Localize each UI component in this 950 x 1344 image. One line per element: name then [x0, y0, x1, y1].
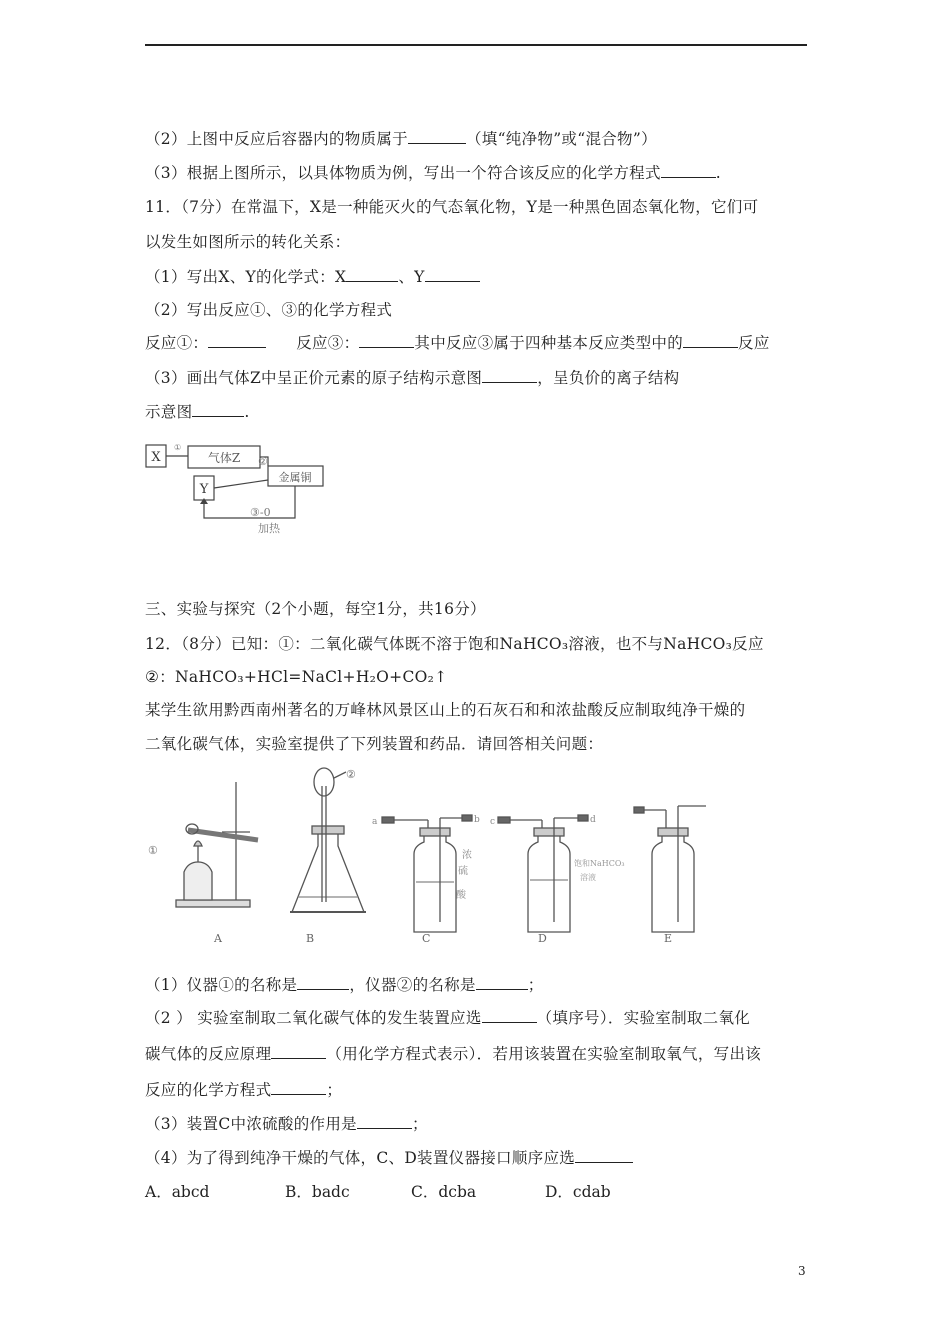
- answer-blank[interactable]: [575, 1148, 633, 1163]
- q12-p2-text-c: 碳气体的反应原理: [145, 1045, 272, 1063]
- answer-blank[interactable]: [271, 1044, 326, 1059]
- heat-label: 加热: [258, 522, 280, 535]
- apparatus-d: [498, 815, 588, 932]
- answer-blank[interactable]: [192, 402, 244, 417]
- q12-equation: ②：NaHCO₃+HCl=NaCl+H₂O+CO₂↑: [145, 668, 448, 686]
- apparatus-b: [290, 768, 366, 912]
- mark-1: ①: [174, 443, 182, 452]
- q12-part4: [145, 1146, 633, 1168]
- port-d: d: [590, 815, 596, 825]
- answer-blank[interactable]: [297, 975, 349, 990]
- reaction1-label: 反应①：: [145, 334, 209, 352]
- option-d[interactable]: D．cdab: [545, 1183, 611, 1201]
- q12-p1-text-b: ，仪器②的名称是: [349, 976, 476, 994]
- q12-p1-end: ；: [527, 976, 544, 994]
- answer-blank[interactable]: [425, 267, 480, 282]
- q10-p2-hint: （填“纯净物”或“混合物”）: [465, 130, 657, 148]
- answer-blank[interactable]: [683, 333, 738, 348]
- label-b: B: [306, 932, 315, 945]
- q11-p3-text-b: ，呈负价的离子结构: [537, 369, 680, 387]
- y-label: Y: [199, 482, 209, 497]
- mark-2: ②: [346, 768, 356, 781]
- q12-p2-text-b: （填序号）．实验室制取二氧化: [536, 1009, 751, 1027]
- q12-p3-end: ；: [411, 1115, 428, 1133]
- q11-reactions: [145, 331, 770, 353]
- mark-1: ①: [148, 844, 158, 857]
- label-d: D: [538, 932, 547, 945]
- q12-part3: [145, 1112, 428, 1134]
- q12-p2-text: （2 ） 实验室制取二氧化碳气体的发生装置应选: [145, 1009, 482, 1027]
- d-solution-1: 饱和NaHCO₃: [574, 859, 625, 868]
- gas-z-label: 气体Z: [207, 451, 241, 465]
- option-a[interactable]: A．abcd: [145, 1183, 210, 1201]
- q10-p3-end: .: [715, 164, 721, 182]
- q12-p2-text-d: （用化学方程式表示）．若用该装置在实验室制取氧气，写出该: [326, 1045, 762, 1063]
- answer-blank[interactable]: [476, 975, 528, 990]
- q10-p3-text: （3）根据上图所示，以具体物质为例，写出一个符合该反应的化学方程式: [145, 164, 661, 182]
- answer-blank[interactable]: [661, 163, 716, 178]
- answer-blank[interactable]: [357, 1114, 412, 1129]
- q12-part2-cont: [145, 1042, 761, 1064]
- reaction3-mid: 其中反应③属于四种基本反应类型中的: [414, 334, 684, 352]
- q12-part2-end: [145, 1078, 342, 1100]
- port-c: c: [490, 817, 496, 827]
- header-rule: [145, 44, 807, 46]
- x-label: X: [151, 450, 161, 465]
- mark-2: ②: [258, 455, 268, 468]
- c-acid-3: 酸: [456, 890, 466, 901]
- label-c: C: [422, 932, 431, 945]
- q10-part3: [145, 161, 721, 183]
- q12-p2-text-e: 反应的化学方程式: [145, 1081, 272, 1099]
- arrow-head: [200, 498, 208, 504]
- q12-p1-text: （1）仪器①的名称是: [145, 976, 298, 994]
- c-acid-1: 浓: [462, 850, 472, 861]
- q11-part1: [145, 265, 480, 287]
- reaction3-label: 反应③：: [296, 334, 360, 352]
- q10-part2: [145, 127, 657, 149]
- section3-title: 三、实验与探究（2个小题，每空1分，共16分）: [145, 600, 486, 618]
- q12-desc-2: 二氧化碳气体，实验室提供了下列装置和药品．请回答相关问题：: [145, 735, 604, 753]
- answer-blank[interactable]: [271, 1080, 326, 1095]
- q12-p3-text: （3）装置C中浓硫酸的作用是: [145, 1115, 357, 1133]
- q12-p4-text: （4）为了得到纯净干燥的气体，C、D装置仪器接口顺序应选: [145, 1149, 576, 1167]
- answer-blank[interactable]: [359, 333, 414, 348]
- answer-blank[interactable]: [482, 1008, 537, 1023]
- apparatus-a: [176, 782, 258, 907]
- answer-blank[interactable]: [408, 129, 466, 144]
- q12-desc-1: 某学生欲用黔西南州著名的万峰林风景区山上的石灰石和和浓盐酸反应制取纯净干燥的: [145, 701, 746, 719]
- q11-p1-y: 、Y: [398, 268, 425, 286]
- q10-p2-text: （2）上图中反应后容器内的物质属于: [145, 130, 408, 148]
- q11-p3-end: .: [244, 403, 250, 421]
- reaction3-end: 反应: [738, 334, 770, 352]
- q12-p2-end: ；: [326, 1081, 343, 1099]
- port-b: b: [474, 815, 480, 825]
- answer-blank[interactable]: [482, 368, 537, 383]
- q12-part2: [145, 1006, 750, 1028]
- q11-p1-text: （1）写出X、Y的化学式：X: [145, 268, 347, 286]
- apparatus-e: [634, 806, 706, 932]
- option-c[interactable]: C．dcba: [411, 1183, 477, 1201]
- mark-3: ③-0: [250, 506, 271, 519]
- label-a: A: [214, 932, 222, 945]
- copper-label: 金属铜: [278, 471, 312, 484]
- q12-part1: [145, 973, 544, 995]
- answer-blank[interactable]: [208, 333, 266, 348]
- q11-p3-text-c: 示意图: [145, 403, 193, 421]
- label-e: E: [664, 932, 673, 945]
- conversion-diagram: [140, 436, 330, 540]
- apparatus-figure: [140, 762, 720, 950]
- q11-part3-cont: [145, 400, 250, 422]
- q11-part2: （2）写出反应①、③的化学方程式: [145, 301, 393, 319]
- option-b[interactable]: B．badc: [285, 1183, 350, 1201]
- page-number: 3: [798, 1264, 806, 1278]
- q11-part3: [145, 366, 679, 388]
- c-acid-2: 硫: [458, 866, 468, 877]
- q11-intro-2: 以发生如图所示的转化关系：: [145, 233, 351, 251]
- port-a: a: [372, 817, 378, 827]
- q11-intro-1: 11．（7分）在常温下，X是一种能灭火的气态氧化物，Y是一种黑色固态氧化物，它们可: [145, 198, 759, 216]
- answer-blank[interactable]: [346, 267, 398, 282]
- q12-intro: 12．（8分）已知：①：二氧化碳气体既不溶于饱和NaHCO₃溶液，也不与NaHCO₃反应: [145, 635, 764, 653]
- d-solution-2: 溶液: [580, 873, 596, 882]
- q11-p3-text: （3）画出气体Z中呈正价元素的原子结构示意图: [145, 369, 483, 387]
